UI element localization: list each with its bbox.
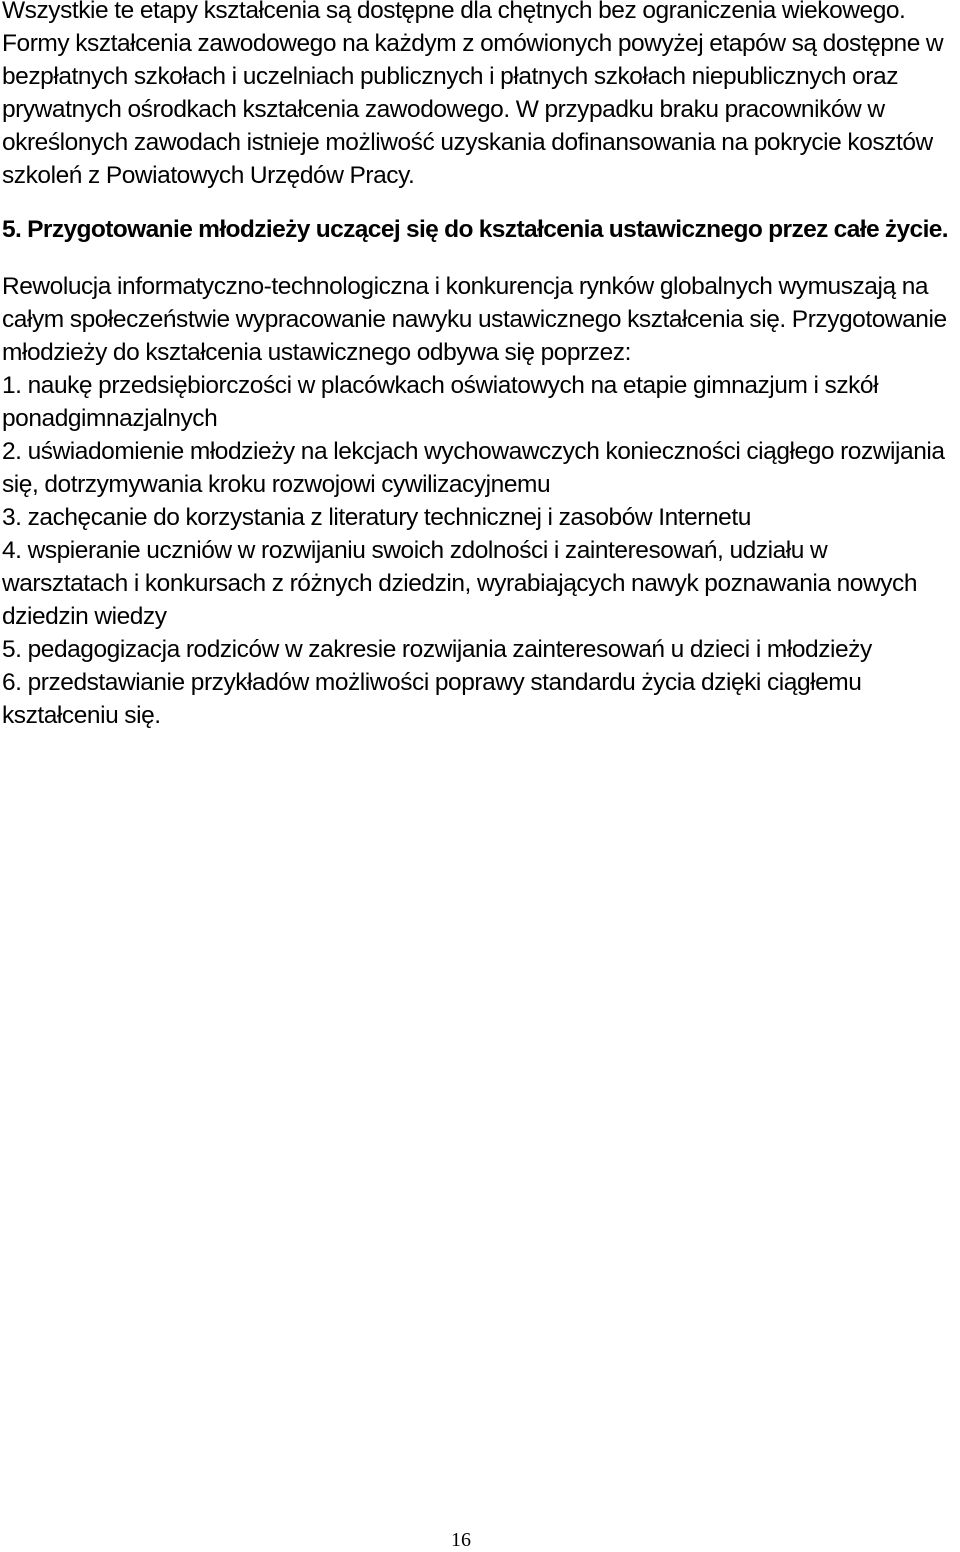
intro-paragraph: Wszystkie te etapy kształcenia są dostępne dla chętnych bez ograniczenia wiekowego. Formy kształcenia zawodowego na każdym z omówionych powyżej etapów są dostępne w bezpłatnych szkołach i uczelniach publicznych i płatnych szkołach niepublicznych oraz prywatnych ośrodkach kształcenia zawodowego. W przypadku braku pracowników w określonych zawodach istnieje możliwość uzyskania dofinansowania na pokrycie kosztów szkoleń z Powiatowych Urzędów Pracy.: [2, 0, 944, 189]
numbered-list: [2, 369, 958, 732]
list-item: 2. uświadomienie młodzieży na lekcjach wychowawczych konieczności ciągłego rozwijania się, dotrzymywania kroku rozwojowi cywilizacyjnemu: [2, 438, 945, 498]
page-number: 16: [451, 1529, 471, 1551]
section-heading: 5. Przygotowanie młodzieży uczącej się do kształcenia ustawicznego przez całe życie.: [2, 216, 949, 243]
list-item: 3. zachęcanie do korzystania z literatury technicznej i zasobów Internetu: [2, 504, 751, 531]
list-item: 5. pedagogizacja rodziców w zakresie rozwijania zainteresowań u dzieci i młodzieży: [2, 636, 872, 663]
list-item: 1. naukę przedsiębiorczości w placówkach oświatowych na etapie gimnazjum i szkół ponadgimnazjalnych: [2, 372, 879, 432]
list-item: 6. przedstawianie przykładów możliwości poprawy standardu życia dzięki ciągłemu kształceniu się.: [2, 669, 862, 729]
document-body: [2, 0, 958, 732]
section-paragraph: Rewolucja informatyczno-technologiczna i konkurencja rynków globalnych wymuszają na całym społeczeństwie wypracowanie nawyku ustawicznego kształcenia się. Przygotowanie młodzieży do kształcenia ustawicznego odbywa się poprzez:: [2, 273, 947, 366]
list-item: 4. wspieranie uczniów w rozwijaniu swoich zdolności i zainteresowań, udziału w warsztatach i konkursach z różnych dziedzin, wyrabiających nawyk poznawania nowych dziedzin wiedzy: [2, 537, 917, 630]
